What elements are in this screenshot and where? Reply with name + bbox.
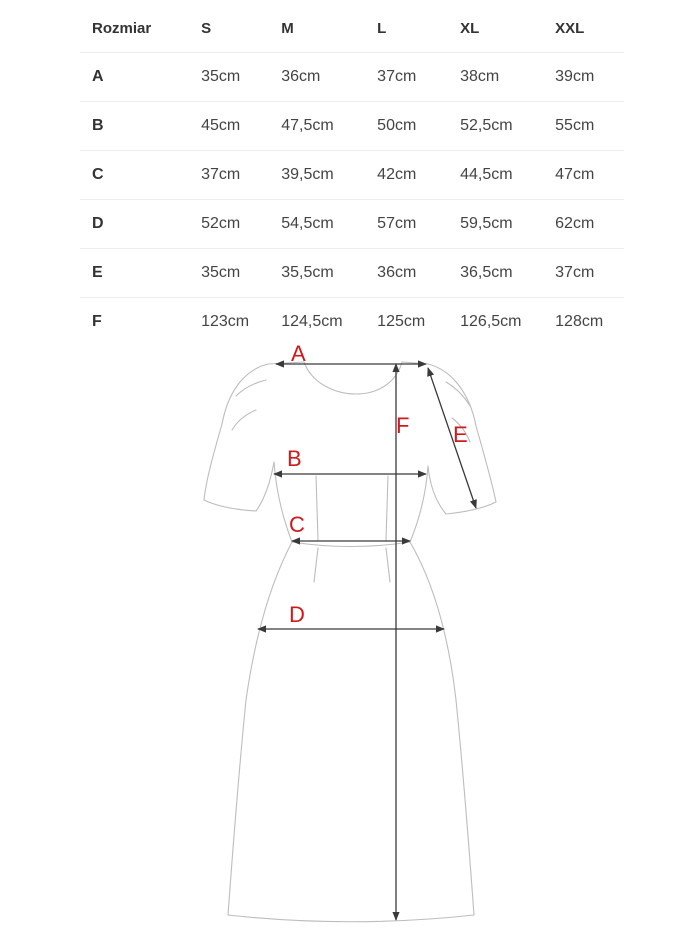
table-cell: 128cm (555, 313, 604, 330)
table-cell: 45cm (201, 102, 281, 151)
row-label: A (80, 53, 201, 102)
table-cell: 57cm (377, 200, 460, 249)
table-cell: 54,5cm (281, 200, 377, 249)
table-cell: 123cm (201, 313, 250, 330)
label-c: C (289, 512, 305, 537)
table-cell: 124,5cm (281, 313, 343, 330)
table-cell: 52cm (201, 200, 281, 249)
table-cell: 47cm (555, 151, 624, 200)
bodice-right (410, 466, 428, 542)
header-l: L (377, 4, 460, 53)
table-row (80, 102, 624, 151)
row-label: F (92, 313, 102, 330)
table-cell: 59,5cm (460, 200, 555, 249)
table-cell: 35cm (201, 53, 281, 102)
table-cell: 52,5cm (460, 102, 555, 151)
table-cell: 126,5cm (460, 313, 522, 330)
table-cell: 62cm (555, 200, 624, 249)
table-cell: 36,5cm (460, 249, 555, 298)
skirt-right (410, 542, 474, 915)
header-xxl: XXL (555, 4, 624, 53)
waist-seam (292, 542, 410, 547)
table-cell: 35cm (201, 249, 281, 298)
table-cell: 44,5cm (460, 151, 555, 200)
skirt-left (228, 542, 292, 915)
header-s: S (201, 4, 281, 53)
header-xl: XL (460, 4, 555, 53)
table-cell: 36cm (377, 249, 460, 298)
table-row (80, 298, 624, 347)
table-cell: 36cm (281, 53, 377, 102)
table-cell: 37cm (555, 249, 624, 298)
size-chart-table (80, 4, 624, 346)
label-a: A (291, 341, 306, 366)
row-label: C (80, 151, 201, 200)
table-cell: 37cm (377, 53, 460, 102)
bust-dart (316, 476, 318, 540)
table-cell: 50cm (377, 102, 460, 151)
table-cell: 38cm (460, 53, 555, 102)
table-row (80, 200, 624, 249)
left-sleeve (204, 364, 274, 511)
label-e: E (453, 422, 468, 447)
table-row (80, 53, 624, 102)
table-row (80, 249, 624, 298)
table-row (80, 151, 624, 200)
table-cell: 39cm (555, 53, 624, 102)
header-m: M (281, 4, 377, 53)
table-cell: 42cm (377, 151, 460, 200)
neckline (304, 362, 402, 394)
table-cell: 35,5cm (281, 249, 377, 298)
skirt-dart (386, 548, 390, 582)
table-cell: 47,5cm (281, 102, 377, 151)
dress-measurement-diagram (0, 340, 700, 933)
table-cell: 125cm (377, 313, 426, 330)
table-header-row (80, 4, 624, 53)
left-sleeve-fold (232, 380, 266, 430)
table-cell: 55cm (555, 102, 624, 151)
label-d: D (289, 602, 305, 627)
skirt-dart (314, 548, 318, 582)
row-label: D (80, 200, 201, 249)
table-cell: 37cm (201, 151, 281, 200)
table-cell: 39,5cm (281, 151, 377, 200)
measurement-labels (287, 341, 468, 627)
hemline (228, 915, 474, 922)
header-size: Rozmiar (80, 4, 201, 53)
row-label: E (80, 249, 201, 298)
label-f: F (396, 413, 410, 438)
row-label: B (80, 102, 201, 151)
label-b: B (287, 446, 302, 471)
bust-dart (386, 476, 388, 540)
